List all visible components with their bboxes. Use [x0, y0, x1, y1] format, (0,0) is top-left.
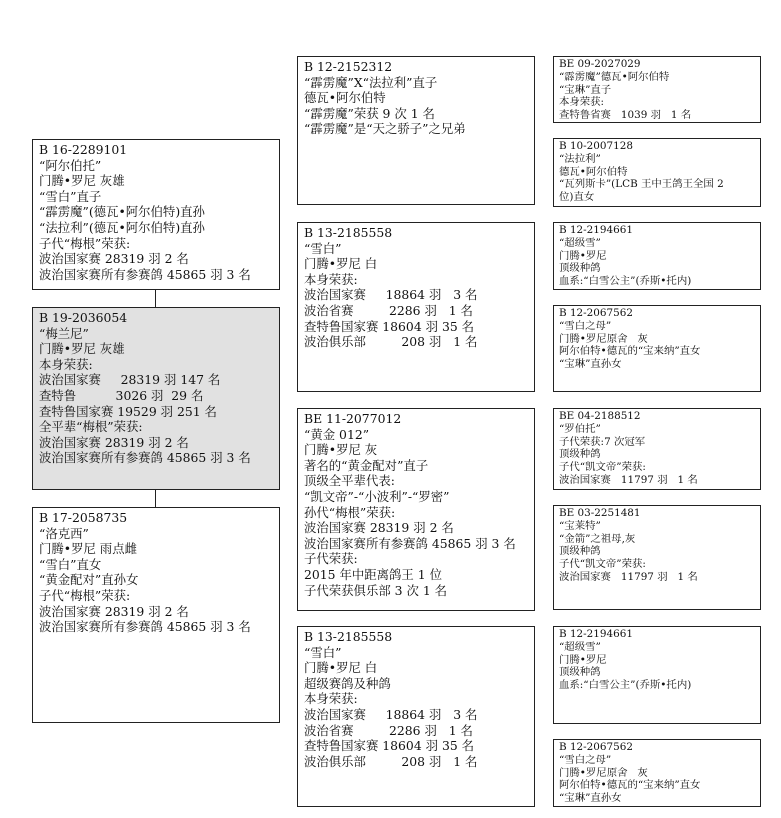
dam-sire-line: 顶级全平辈代表: [304, 473, 395, 489]
ggp-2-line: “瓦列斯卡”(LCB 王中王鸽王全国 2 [559, 178, 724, 191]
ggp-2-line: 位)直女 [559, 191, 595, 204]
sire-sire-line: “霹雳魔”荣获 9 次 1 名 [304, 105, 435, 121]
ggp-3-ring-number: B 12-2194661 [559, 224, 633, 236]
ggp-3-line: “超级雪” [559, 236, 601, 249]
sire-dam-card[interactable] [297, 222, 535, 392]
ggp-6-line: 波治国家赛 11797 羽 1 名 [559, 570, 698, 583]
great-grandparent-card-1[interactable] [553, 56, 761, 123]
dam-sire-line: 子代荣获: [304, 551, 358, 567]
dam-dam-card[interactable] [297, 626, 535, 807]
ggp-6-line: 子代“凯文帝”荣获: [559, 558, 646, 571]
ggp-7-line: 顶级种鸽 [559, 666, 601, 679]
ggp-8-line: “雪白之母” [559, 753, 612, 766]
sire-dam-line: 门腾•罗尼 白 [304, 256, 378, 272]
sire-sire-line: “霹雳魔”是“天之骄子”之兄弟 [304, 121, 466, 137]
great-grandparent-card-3[interactable] [553, 222, 761, 290]
sire-dam-name: “雪白” [304, 240, 342, 256]
great-grandparent-card-4[interactable] [553, 305, 761, 392]
dam-line: “雪白”直女 [39, 556, 102, 572]
sire-line: 波治国家赛 28319 羽 2 名 [39, 251, 189, 267]
dam-sire-card[interactable] [297, 408, 535, 611]
ggp-7-line: 血系:“白雪公主”(乔斯•托内) [559, 679, 692, 692]
ggp-8-line: 阿尔伯特•德瓦的“宝来纳”直女 [559, 779, 701, 792]
subject-ring-number: B 19-2036054 [39, 310, 128, 325]
ggp-4-line: “雪白之母” [559, 319, 612, 332]
ggp-5-line: 子代荣获:7 次冠军 [559, 435, 646, 448]
ggp-3-line: 顶级种鸽 [559, 262, 601, 275]
ggp-4-line: 门腾•罗尼原舍 灰 [559, 332, 648, 345]
dam-sire-line: 著名的“黄金配对”直子 [304, 457, 429, 473]
subject-line: 查特鲁 3026 羽 29 名 [39, 387, 204, 403]
dam-dam-line: 本身荣获: [304, 691, 358, 707]
sire-dam-line: 本身荣获: [304, 271, 358, 287]
dam-line: “黄金配对”直孙女 [39, 572, 139, 588]
ggp-2-ring-number: B 10-2007128 [559, 140, 633, 152]
dam-dam-line: 查特鲁国家赛 18604 羽 35 名 [304, 738, 475, 754]
ggp-6-line: “宝莱特” [559, 519, 601, 532]
dam-dam-line: 波治俱乐部 208 羽 1 名 [304, 753, 478, 769]
dam-sire-line: 门腾•罗尼 灰 [304, 442, 378, 458]
sire-line: “雪白”直子 [39, 188, 102, 204]
sire-line: “霹雳魔”(德瓦•阿尔伯特)直孙 [39, 204, 205, 220]
ggp-2-line: 德瓦•阿尔伯特 [559, 165, 628, 178]
sire-line: “法拉利”(德瓦•阿尔伯特)直孙 [39, 219, 205, 235]
subject-card[interactable] [32, 307, 280, 490]
subject-line: 门腾•罗尼 灰雄 [39, 341, 125, 357]
sire-sire-ring-number: B 12-2152312 [304, 59, 393, 74]
subject-line: 波治国家赛 28319 羽 2 名 [39, 434, 189, 450]
connector-sire-subject [155, 290, 156, 307]
ggp-5-ring-number: BE 04-2188512 [559, 410, 641, 422]
dam-sire-line: “凯文帝”-“小波利”-“罗密” [304, 488, 450, 504]
great-grandparent-card-2[interactable] [553, 138, 761, 207]
dam-line: 子代“梅根”荣获: [39, 587, 131, 603]
dam-line: 波治国家赛 28319 羽 2 名 [39, 603, 189, 619]
sire-line: 波治国家赛所有参赛鸽 45865 羽 3 名 [39, 266, 251, 282]
ggp-2-line: “法拉利” [559, 152, 601, 165]
connector-subject-dam [155, 490, 156, 507]
ggp-5-line: 波治国家赛 11797 羽 1 名 [559, 473, 698, 486]
sire-sire-line: “霹雳魔”X“法拉利”直子 [304, 74, 438, 90]
sire-line: 子代“梅根”荣获: [39, 235, 131, 251]
dam-card[interactable] [32, 507, 280, 723]
dam-dam-line: 波治国家赛 18864 羽 3 名 [304, 706, 478, 722]
dam-sire-ring-number: BE 11-2077012 [304, 411, 402, 426]
ggp-1-line: “霹雳魔”德瓦•阿尔伯特 [559, 70, 670, 83]
subject-line: 查特鲁国家赛 19529 羽 251 名 [39, 403, 217, 419]
dam-name: “洛克西” [39, 525, 89, 541]
sire-dam-line: 波治国家赛 18864 羽 3 名 [304, 287, 478, 303]
ggp-5-line: 子代“凯文帝”荣获: [559, 461, 646, 474]
ggp-8-ring-number: B 12-2067562 [559, 741, 633, 753]
sire-dam-line: 波治省赛 2286 羽 1 名 [304, 302, 473, 318]
subject-line: 波治国家赛所有参赛鸽 45865 羽 3 名 [39, 450, 251, 466]
dam-sire-line: 孙代“梅根”荣获: [304, 504, 396, 520]
sire-name: “阿尔伯托” [39, 157, 102, 173]
sire-dam-line: 查特鲁国家赛 18604 羽 35 名 [304, 318, 475, 334]
great-grandparent-card-5[interactable] [553, 408, 761, 490]
subject-line: 本身荣获: [39, 356, 93, 372]
ggp-8-line: 门腾•罗尼原舍 灰 [559, 766, 648, 779]
sire-ring-number: B 16-2289101 [39, 142, 128, 157]
ggp-1-ring-number: BE 09-2027029 [559, 58, 641, 70]
subject-line: 全平辈“梅根”荣获: [39, 419, 143, 435]
dam-line: 门腾•罗尼 雨点雌 [39, 541, 137, 557]
dam-dam-name: “雪白” [304, 644, 342, 660]
ggp-6-line: 顶级种鸽 [559, 545, 601, 558]
sire-dam-ring-number: B 13-2185558 [304, 225, 393, 240]
ggp-6-line: “金箭”之祖母,灰 [559, 532, 636, 545]
ggp-1-line: 查特鲁省赛 1039 羽 1 名 [559, 109, 692, 122]
subject-name: “梅兰尼” [39, 325, 89, 341]
sire-sire-card[interactable] [297, 56, 535, 205]
great-grandparent-card-6[interactable] [553, 505, 761, 610]
ggp-4-ring-number: B 12-2067562 [559, 307, 633, 319]
sire-dam-line: 波治俱乐部 208 羽 1 名 [304, 334, 478, 350]
ggp-5-line: 顶级种鸽 [559, 448, 601, 461]
ggp-1-line: 本身荣获: [559, 96, 605, 109]
dam-dam-ring-number: B 13-2185558 [304, 629, 393, 644]
dam-dam-line: 超级赛鸽及种鸽 [304, 675, 391, 691]
ggp-3-line: 门腾•罗尼 [559, 249, 607, 262]
dam-sire-line: 波治国家赛 28319 羽 2 名 [304, 520, 454, 536]
ggp-4-line: “宝琳”直孙女 [559, 358, 622, 371]
dam-sire-line: 波治国家赛所有参赛鸽 45865 羽 3 名 [304, 535, 516, 551]
subject-line: 波治国家赛 28319 羽 147 名 [39, 372, 221, 388]
dam-ring-number: B 17-2058735 [39, 510, 128, 525]
ggp-7-ring-number: B 12-2194661 [559, 628, 633, 640]
sire-sire-line: 德瓦•阿尔伯特 [304, 90, 386, 106]
dam-line: 波治国家赛所有参赛鸽 45865 羽 3 名 [39, 619, 251, 635]
dam-sire-name: “黄金 012” [304, 426, 370, 442]
sire-card[interactable] [32, 139, 280, 290]
ggp-6-ring-number: BE 03-2251481 [559, 507, 641, 519]
dam-dam-line: 门腾•罗尼 白 [304, 660, 378, 676]
dam-sire-line: 2015 年中距离鸽王 1 位 [304, 566, 442, 582]
dam-sire-line: 子代荣获俱乐部 3 次 1 名 [304, 582, 448, 598]
ggp-5-line: “罗伯托” [559, 422, 601, 435]
ggp-3-line: 血系:“白雪公主”(乔斯•托内) [559, 275, 692, 288]
ggp-4-line: 阿尔伯特•德瓦的“宝来纳”直女 [559, 345, 701, 358]
sire-line: 门腾•罗尼 灰雄 [39, 173, 125, 189]
dam-dam-line: 波治省赛 2286 羽 1 名 [304, 722, 473, 738]
great-grandparent-card-8[interactable] [553, 739, 761, 807]
great-grandparent-card-7[interactable] [553, 626, 761, 724]
ggp-7-line: 门腾•罗尼 [559, 653, 607, 666]
ggp-1-line: “宝琳”直子 [559, 83, 612, 96]
ggp-8-line: “宝琳”直孙女 [559, 792, 622, 805]
ggp-7-line: “超级雪” [559, 640, 601, 653]
